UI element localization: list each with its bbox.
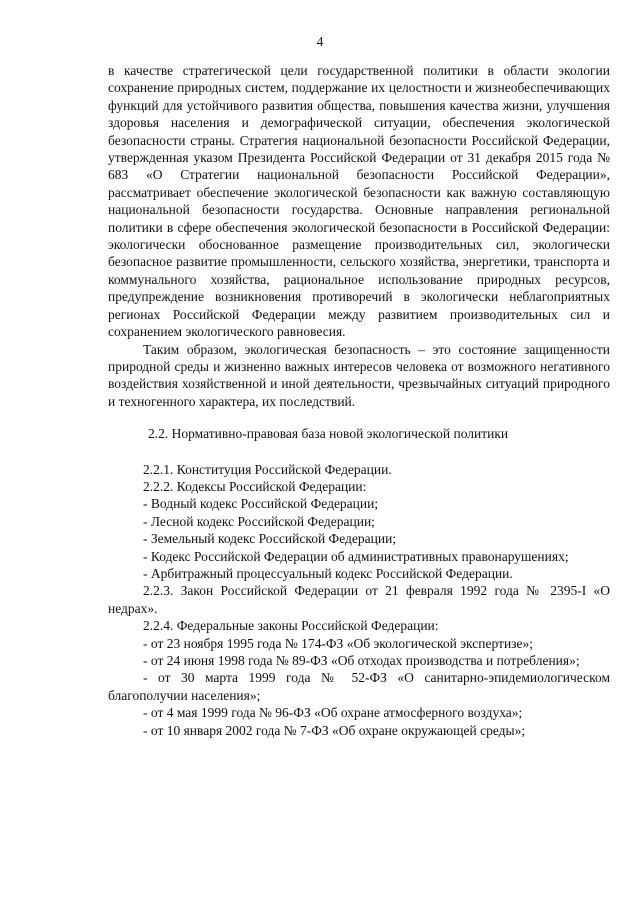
legal-list	[108, 461, 610, 740]
list-item: - Лесной кодекс Российской Федерации;	[143, 513, 375, 529]
document-body	[108, 62, 610, 739]
page-number: 4	[316, 34, 324, 49]
list-item: - от 24 июня 1998 года № 89-ФЗ «Об отходах производства и потребления»;	[143, 653, 580, 668]
list-item: - от 10 января 2002 года № 7-ФЗ «Об охране окружающей среды»;	[143, 722, 526, 738]
list-item: 2.2.2. Кодексы Российской Федерации:	[143, 478, 367, 494]
list-item: - Земельный кодекс Российской Федерации;	[143, 531, 397, 547]
paragraph-conclusion: Таким образом, экологическая безопасность – это состояние защищенности природной среды и жизненно важных интересов человека от возможного негативного воздействия хозяйственной и иной деятельности, чрезвычайных ситуаций природного и техногенного характера, их последствий.	[108, 341, 610, 409]
list-item: - Арбитражный процессуальный кодекс Российской Федерации.	[143, 565, 513, 581]
list-item: - от 23 ноября 1995 года № 174-ФЗ «Об экологической экспертизе»;	[143, 635, 534, 651]
list-item: - Кодекс Российской Федерации об административных правонарушениях;	[143, 548, 569, 564]
list-item: - от 30 марта 1999 года № 52-ФЗ «О санитарно-эпидемиологическом благополучии населения»;	[108, 670, 610, 703]
list-item: 2.2.3. Закон Российской Федерации от 21 февраля 1992 года № 2395-I «О недрах».	[108, 583, 610, 616]
paragraph-strategy: в качестве стратегической цели государственной политики в области экологии сохранение природных систем, поддержание их целостности и жизнеобеспечивающих функций для устойчивого развития общества, повышения качества жизни, улучшения здоровья населения и демографической ситуации, обеспечения экологической безопасности страны. Стратегия национальной безопасности Российской Федерации, утвержденная указом Президента Российской Федерации от 31 декабря 2015 года № 683 «О Стратегии национальной безопасности Российской Федерации», рассматривает обеспечение экологической безопасности как важную составляющую национальной безопасности государства. Основные направления региональной политики в сфере обеспечения экологической безопасности в Российской Федерации: экологически обоснованное размещение производительных сил, экологически безопасное развитие промышленности, сельского хозяйства, энергетики, транспорта и коммунального хозяйства, рациональное использование природных ресурсов, предупреждение возникновения противоречий в экологически неблагоприятных регионах Российской Федерации между развитием производительных сил и сохранением экологического равновесия.	[108, 63, 610, 340]
list-item: 2.2.1. Конституция Российской Федерации.	[143, 461, 392, 477]
list-item: 2.2.4. Федеральные законы Российской Федерации:	[143, 618, 439, 634]
list-item: - от 4 мая 1999 года № 96-ФЗ «Об охране атмосферного воздуха»;	[143, 705, 523, 721]
list-item: - Водный кодекс Российской Федерации;	[143, 496, 379, 512]
section-heading: 2.2. Нормативно-правовая база новой экологической политики	[148, 426, 509, 442]
